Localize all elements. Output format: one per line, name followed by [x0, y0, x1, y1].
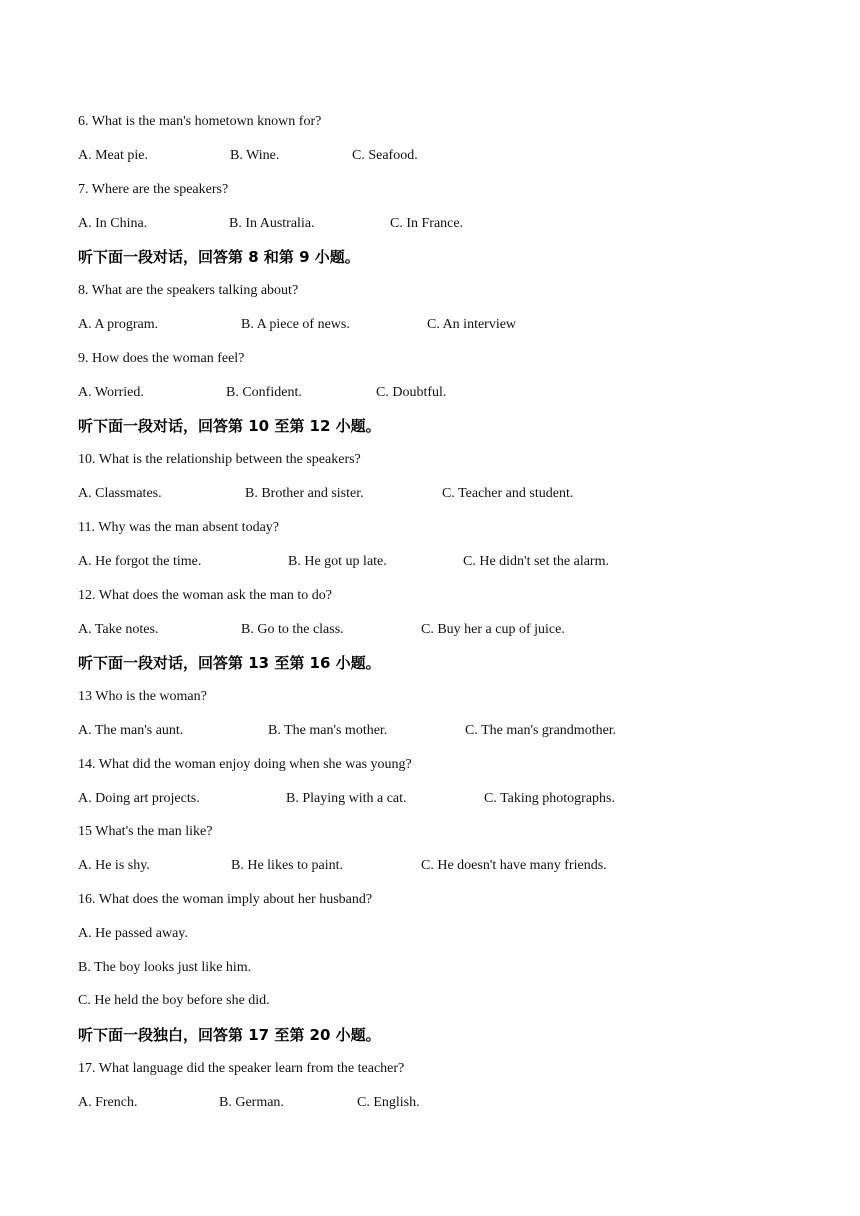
- option-c: C. The man's grandmother.: [465, 723, 617, 738]
- question-16-option-c: C. He held the boy before she did.: [78, 993, 270, 1008]
- option-a: A. Doing art projects.: [78, 791, 200, 806]
- option-b: B. In Australia.: [229, 216, 315, 231]
- question-16-option-b: B. The boy looks just like him.: [78, 960, 252, 975]
- option-a: A. In China.: [78, 216, 148, 231]
- option-b: B. Confident.: [226, 385, 302, 400]
- option-c: C. In France.: [390, 216, 464, 231]
- question-9: 9. How does the woman feel?: [78, 351, 245, 366]
- question-7: 7. Where are the speakers?: [78, 182, 229, 197]
- question-11: 11. Why was the man absent today?: [78, 520, 280, 535]
- option-c: C. Buy her a cup of juice.: [421, 622, 565, 637]
- section-heading-10-12: 听下面一段对话，回答第 10 至第 12 小题。: [78, 417, 381, 435]
- question-8: 8. What are the speakers talking about?: [78, 283, 299, 298]
- question-12: 12. What does the woman ask the man to do?: [78, 588, 333, 603]
- option-b: B. Brother and sister.: [245, 486, 364, 501]
- option-a: A. A program.: [78, 317, 159, 332]
- option-c: C. Seafood.: [352, 148, 418, 163]
- option-b: B. He likes to paint.: [231, 858, 343, 873]
- question-14: 14. What did the woman enjoy doing when she was young?: [78, 757, 412, 772]
- option-a: A. Meat pie.: [78, 148, 148, 163]
- section-heading-13-16: 听下面一段对话，回答第 13 至第 16 小题。: [78, 654, 381, 672]
- option-a: A. French.: [78, 1095, 138, 1110]
- option-a: A. He forgot the time.: [78, 554, 202, 569]
- question-6: 6. What is the man's hometown known for?: [78, 114, 322, 129]
- option-c: C. Taking photographs.: [484, 791, 615, 806]
- option-a: A. Worried.: [78, 385, 144, 400]
- question-16: 16. What does the woman imply about her husband?: [78, 892, 373, 907]
- question-13: 13 Who is the woman?: [78, 689, 207, 704]
- option-a: A. Classmates.: [78, 486, 162, 501]
- question-10: 10. What is the relationship between the speakers?: [78, 452, 361, 467]
- option-b: B. Go to the class.: [241, 622, 344, 637]
- option-c: C. He doesn't have many friends.: [421, 858, 607, 873]
- option-b: B. He got up late.: [288, 554, 387, 569]
- option-a: A. He is shy.: [78, 858, 150, 873]
- option-b: B. The man's mother.: [268, 723, 388, 738]
- option-c: C. An interview: [427, 317, 517, 332]
- option-c: C. Teacher and student.: [442, 486, 574, 501]
- option-b: B. German.: [219, 1095, 284, 1110]
- option-b: B. Playing with a cat.: [286, 791, 407, 806]
- option-c: C. He didn't set the alarm.: [463, 554, 609, 569]
- question-17: 17. What language did the speaker learn from the teacher?: [78, 1061, 405, 1076]
- question-16-option-a: A. He passed away.: [78, 926, 188, 941]
- section-heading-17-20: 听下面一段独白，回答第 17 至第 20 小题。: [78, 1026, 381, 1044]
- option-a: A. The man's aunt.: [78, 723, 184, 738]
- section-heading-8-9: 听下面一段对话，回答第 8 和第 9 小题。: [78, 248, 360, 266]
- option-b: B. A piece of news.: [241, 317, 350, 332]
- option-c: C. English.: [357, 1095, 420, 1110]
- option-c: C. Doubtful.: [376, 385, 447, 400]
- option-a: A. Take notes.: [78, 622, 159, 637]
- option-b: B. Wine.: [230, 148, 280, 163]
- question-15: 15 What's the man like?: [78, 824, 213, 839]
